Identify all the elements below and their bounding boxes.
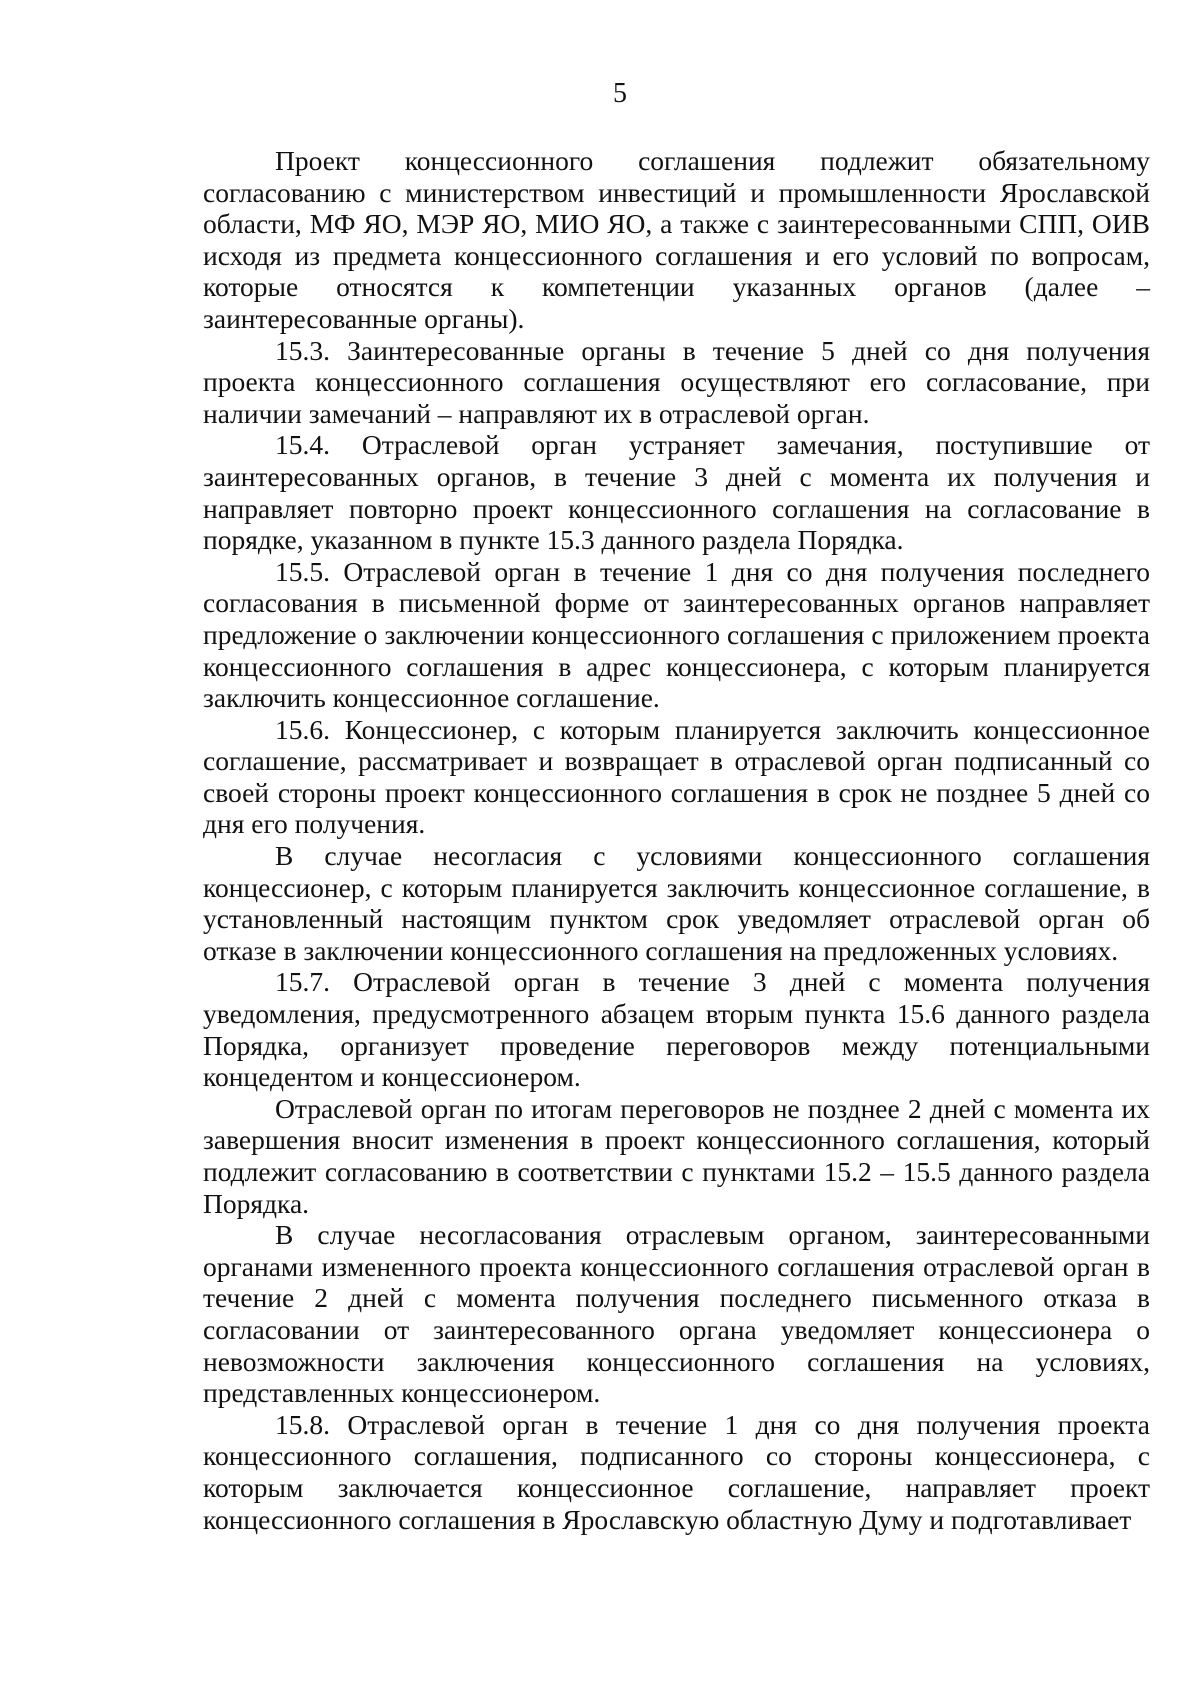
paragraph-15-3: 15.3. Заинтересованные органы в течение 5 дней со дня получения проекта концессионного соглашения осуществляют его согласование, при наличии замечаний – направляют их в отраслевой орган. xyxy=(203,334,1150,429)
paragraph-15-4: 15.4. Отраслевой орган устраняет замечания, поступившие от заинтересованных органов, в течение 3 дней с момента их получения и направляет повторно проект концессионного соглашения на согласование в порядке, указанном в пункте 15.3 данного раздела Порядка. xyxy=(203,429,1150,556)
paragraph-15-5: 15.5. Отраслевой орган в течение 1 дня со дня получения последнего согласования в письменной форме от заинтересованных органов направляет предложение о заключении концессионного соглашения с приложением проекта концессионного соглашения в адрес концессионера, с которым планируется заключить концессионное соглашение. xyxy=(203,555,1150,714)
page-number: 5 xyxy=(613,78,627,109)
paragraph-15-8: 15.8. Отраслевой орган в течение 1 дня со дня получения проекта концессионного соглашения, подписанного со стороны концессионера, с которым заключается концессионное соглашение, направляет проект концессионного соглашения в Ярославскую областную Думу и подготавливает xyxy=(203,1408,1150,1535)
paragraph-15-6-disagreement: В случае несогласия с условиями концессионного соглашения концессионер, с которым планируется заключить концессионное соглашение, в установленный настоящим пунктом срок уведомляет отраслевой орган об отказе в заключении концессионного соглашения на предложенных условиях. xyxy=(203,840,1150,966)
document-body xyxy=(203,145,1150,1535)
paragraph-15-7: 15.7. Отраслевой орган в течение 3 дней с момента получения уведомления, предусмотренного абзацем вторым пункта 15.6 данного раздела Порядка, организует проведение переговоров между потенциальными концедентом и концессионером. xyxy=(203,966,1150,1093)
paragraph-15-7-refusal: В случае несогласования отраслевым органом, заинтересованными органами измененного проекта концессионного соглашения отраслевой орган в течение 2 дней с момента получения последнего письменного отказа в согласовании от заинтересованного органа уведомляет концессионера о невозможности заключения концессионного соглашения на условиях, представленных концессионером. xyxy=(203,1219,1150,1409)
paragraph-15-7-changes: Отраслевой орган по итогам переговоров не позднее 2 дней с момента их завершения вносит изменения в проект концессионного соглашения, который подлежит согласованию в соответствии с пунктами 15.2 – 15.5 данного раздела Порядка. xyxy=(203,1092,1150,1219)
paragraph-intro: Проект концессионного соглашения подлежит обязательному согласованию с министерством инвестиций и промышленности Ярославской области, МФ ЯО, МЭР ЯО, МИО ЯО, а также с заинтересованными СПП, ОИВ исходя из предмета концессионного соглашения и его условий по вопросам, которые относятся к компетенции указанных органов (далее – заинтересованные органы). xyxy=(203,145,1150,334)
paragraph-15-6: 15.6. Концессионер, с которым планируется заключить концессионное соглашение, рассматривает и возвращает в отраслевой орган подписанный со своей стороны проект концессионного соглашения в срок не позднее 5 дней со дня его получения. xyxy=(203,713,1150,840)
